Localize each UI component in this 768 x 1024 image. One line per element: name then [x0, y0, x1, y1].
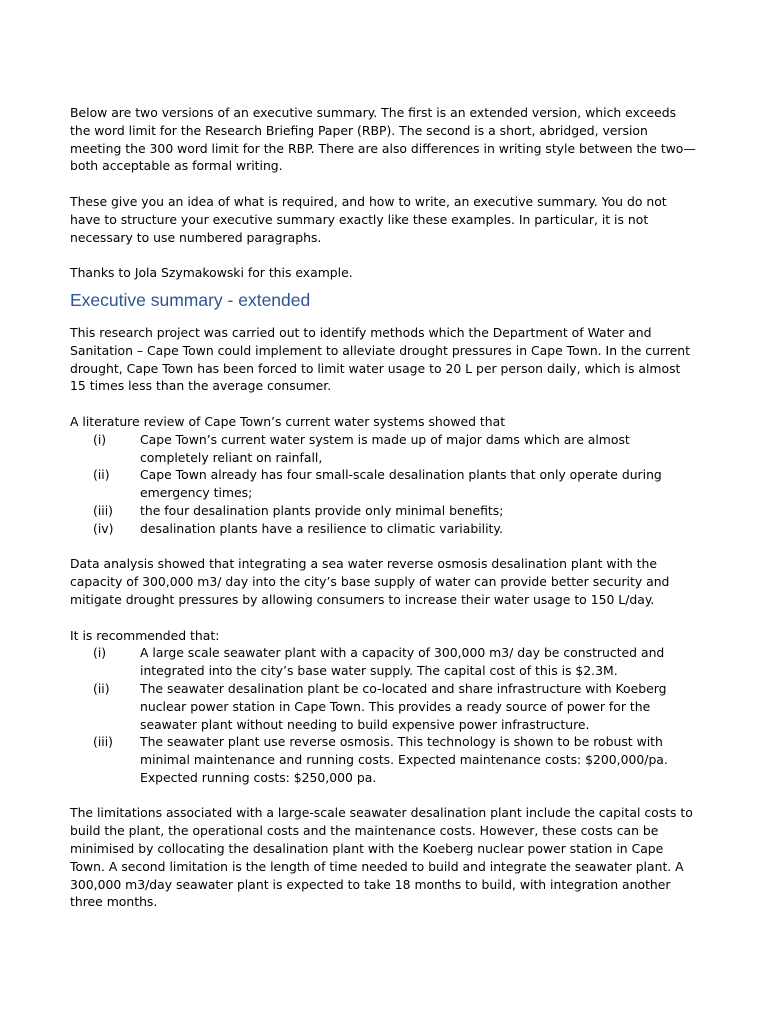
- list-item-number: (iii): [93, 502, 113, 518]
- list-item: [70, 644, 700, 680]
- section-heading: Executive summary - extended: [70, 289, 311, 310]
- summary-paragraph-1: This research project was carried out to identify methods which the Department of Water and Sanitation – Cape Town could implement to alleviate drought pressures in Cape Town. In the current drought, Cape Town has been forced to limit water usage to 20 L per person daily, which is almost 15 times less than the average consumer.: [70, 324, 690, 394]
- list-item-text: desalination plants have a resilience to climatic variability.: [140, 520, 503, 536]
- list-item-text: A large scale seawater plant with a capacity of 300,000 m3/ day be constructed and integrated into the city’s base water supply. The capital cost of this is $2.3M.: [140, 645, 665, 679]
- literature-review-intro: A literature review of Cape Town’s current water systems showed that: [70, 413, 506, 429]
- list-item-text: The seawater plant use reverse osmosis. This technology is shown to be robust with minimal maintenance and running costs. Expected maintenance costs: $200,000/pa. Expected running costs: $250,000 pa.: [140, 734, 668, 785]
- list-item: [70, 733, 700, 786]
- intro-paragraph-1: Below are two versions of an executive summary. The first is an extended version, which exceeds the word limit for the Research Briefing Paper (RBP). The second is a short, abridged, version meeting the 300 word limit for the RBP. There are also differences in writing style between the two—both acceptable as formal writing.: [70, 105, 696, 174]
- list-item-number: (ii): [93, 467, 110, 483]
- list-item: [70, 680, 700, 733]
- list-item-number: (iv): [93, 520, 114, 536]
- list-item: [70, 520, 700, 538]
- recommendations-list: [70, 644, 700, 786]
- list-item: [70, 431, 700, 467]
- list-item-number: (i): [93, 431, 107, 447]
- list-item-number: (ii): [93, 680, 110, 696]
- list-item: [70, 466, 700, 502]
- list-item-number: (i): [93, 645, 107, 661]
- list-item-number: (iii): [93, 734, 113, 750]
- list-item-text: The seawater desalination plant be co-located and share infrastructure with Koeberg nuclear power station in Cape Town. This provides a ready source of power for the seawater plant without needing to build expensive power infrastructure.: [140, 680, 667, 732]
- literature-review-list: [70, 431, 700, 538]
- limitations-paragraph: The limitations associated with a large-scale seawater desalination plant include the capital costs to build the plant, the operational costs and the maintenance costs. However, these costs can be minimised by collocating the desalination plant with the Koeberg nuclear power station in Cape Town. A second limitation is the length of time needed to build and integrate the seawater plant. A 300,000 m3/day seawater plant is expected to take 18 months to build, with integration another three months.: [70, 805, 693, 910]
- recommendations-intro: It is recommended that:: [70, 627, 220, 643]
- list-item-text: the four desalination plants provide only minimal benefits;: [140, 502, 504, 518]
- acknowledgement: Thanks to Jola Szymakowski for this example.: [70, 265, 353, 281]
- document-body: [70, 104, 700, 911]
- list-item-text: Cape Town already has four small-scale desalination plants that only operate during emergency times;: [140, 467, 662, 501]
- intro-paragraph-2: These give you an idea of what is required, and how to write, an executive summary. You do not have to structure your executive summary exactly like these examples. In particular, it is not necessary to use numbered paragraphs.: [70, 193, 667, 245]
- list-item: [70, 502, 700, 520]
- list-item-text: Cape Town’s current water system is made up of major dams which are almost completely reliant on rainfall,: [140, 431, 630, 465]
- data-analysis-paragraph: Data analysis showed that integrating a sea water reverse osmosis desalination plant with the capacity of 300,000 m3/ day into the city’s base supply of water can provide better security and mitigate drought pressures by allowing consumers to increase their water usage to 150 L/day.: [70, 556, 670, 607]
